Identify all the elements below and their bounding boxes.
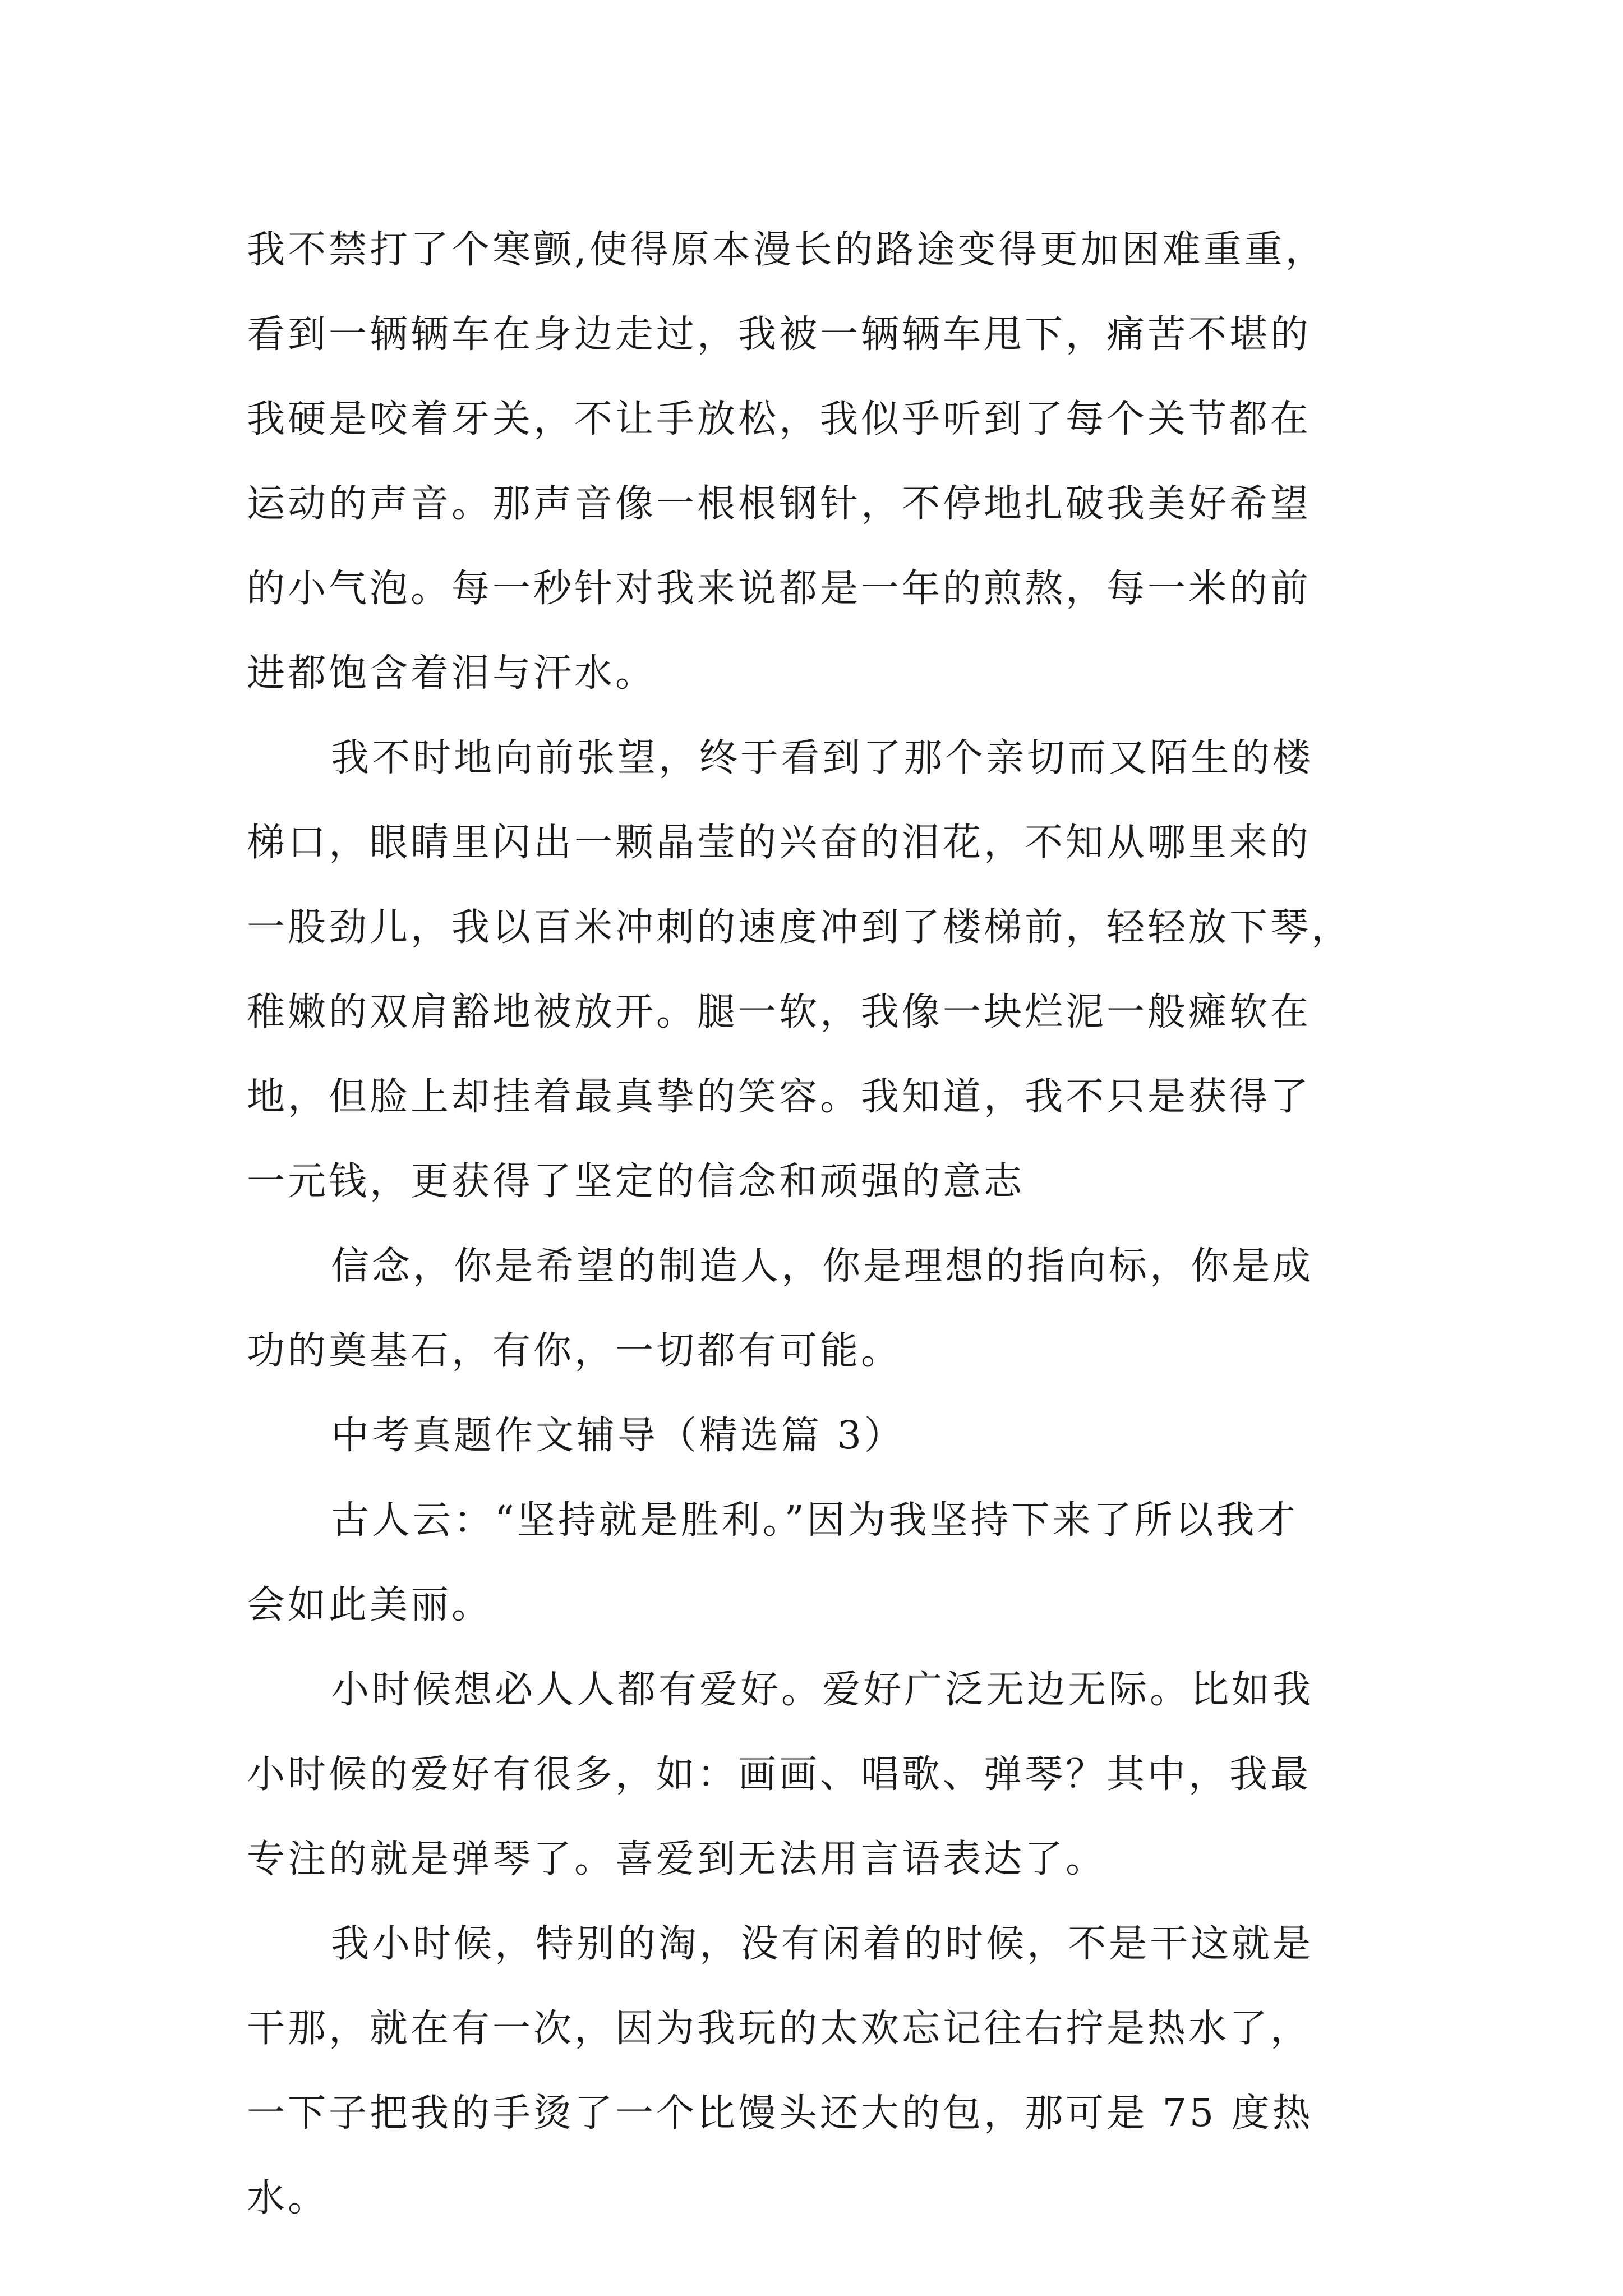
text-line: 干那，就在有一次，因为我玩的太欢忘记往右拧是热水了， — [247, 2007, 1312, 2051]
text-line: 信念，你是希望的制造人，你是理想的指向标，你是成 — [331, 1244, 1314, 1289]
text-line: 一下子把我的手烫了一个比馒头还大的包，那可是 75 度热 — [247, 2091, 1313, 2136]
text-line: 梯口，眼睛里闪出一颗晶莹的兴奋的泪花，不知从哪里来的 — [247, 821, 1312, 865]
text-line: 看到一辆辆车在身边走过，我被一辆辆车甩下，痛苦不堪的 — [247, 312, 1312, 357]
body-text — [247, 208, 1447, 2240]
text-line: 我硬是咬着牙关，不让手放松，我似乎听到了每个关节都在 — [247, 397, 1312, 441]
text-line: 古人云：“坚持就是胜利。”因为我坚持下来了所以我才 — [331, 1498, 1298, 1543]
text-line: 一股劲儿，我以百米冲刺的速度冲到了楼梯前，轻轻放下琴， — [247, 905, 1353, 950]
text-line: 我不禁打了个寒颤,使得原本漫长的路途变得更加困难重重， — [247, 228, 1326, 272]
text-line: 中考真题作文辅导（精选篇 3） — [331, 1414, 905, 1458]
text-line: 运动的声音。那声音像一根根钢针，不停地扎破我美好希望 — [247, 482, 1312, 526]
text-line: 稚嫩的双肩豁地被放开。腿一软，我像一块烂泥一般瘫软在 — [247, 990, 1312, 1034]
text-line: 地，但脸上却挂着最真挚的笑容。我知道，我不只是获得了 — [247, 1075, 1312, 1119]
text-line: 的小气泡。每一秒针对我来说都是一年的煎熬，每一米的前 — [247, 567, 1312, 611]
text-line: 会如此美丽。 — [247, 1583, 493, 1627]
text-line: 专注的就是弹琴了。喜爱到无法用言语表达了。 — [247, 1837, 1107, 1881]
text-line: 一元钱，更获得了坚定的信念和顽强的意志 — [247, 1159, 1025, 1204]
text-line: 进都饱含着泪与汗水。 — [247, 651, 657, 696]
text-line: 水。 — [247, 2176, 329, 2220]
text-line: 小时候的爱好有很多，如：画画、唱歌、弹琴？其中，我最 — [247, 1752, 1312, 1797]
text-line: 我小时候，特别的淘，没有闲着的时候，不是干这就是 — [331, 1922, 1314, 1966]
text-line: 我不时地向前张望，终于看到了那个亲切而又陌生的楼 — [331, 736, 1314, 780]
text-line: 功的奠基石，有你，一切都有可能。 — [247, 1329, 902, 1373]
text-line: 小时候想必人人都有爱好。爱好广泛无边无际。比如我 — [331, 1668, 1314, 1712]
